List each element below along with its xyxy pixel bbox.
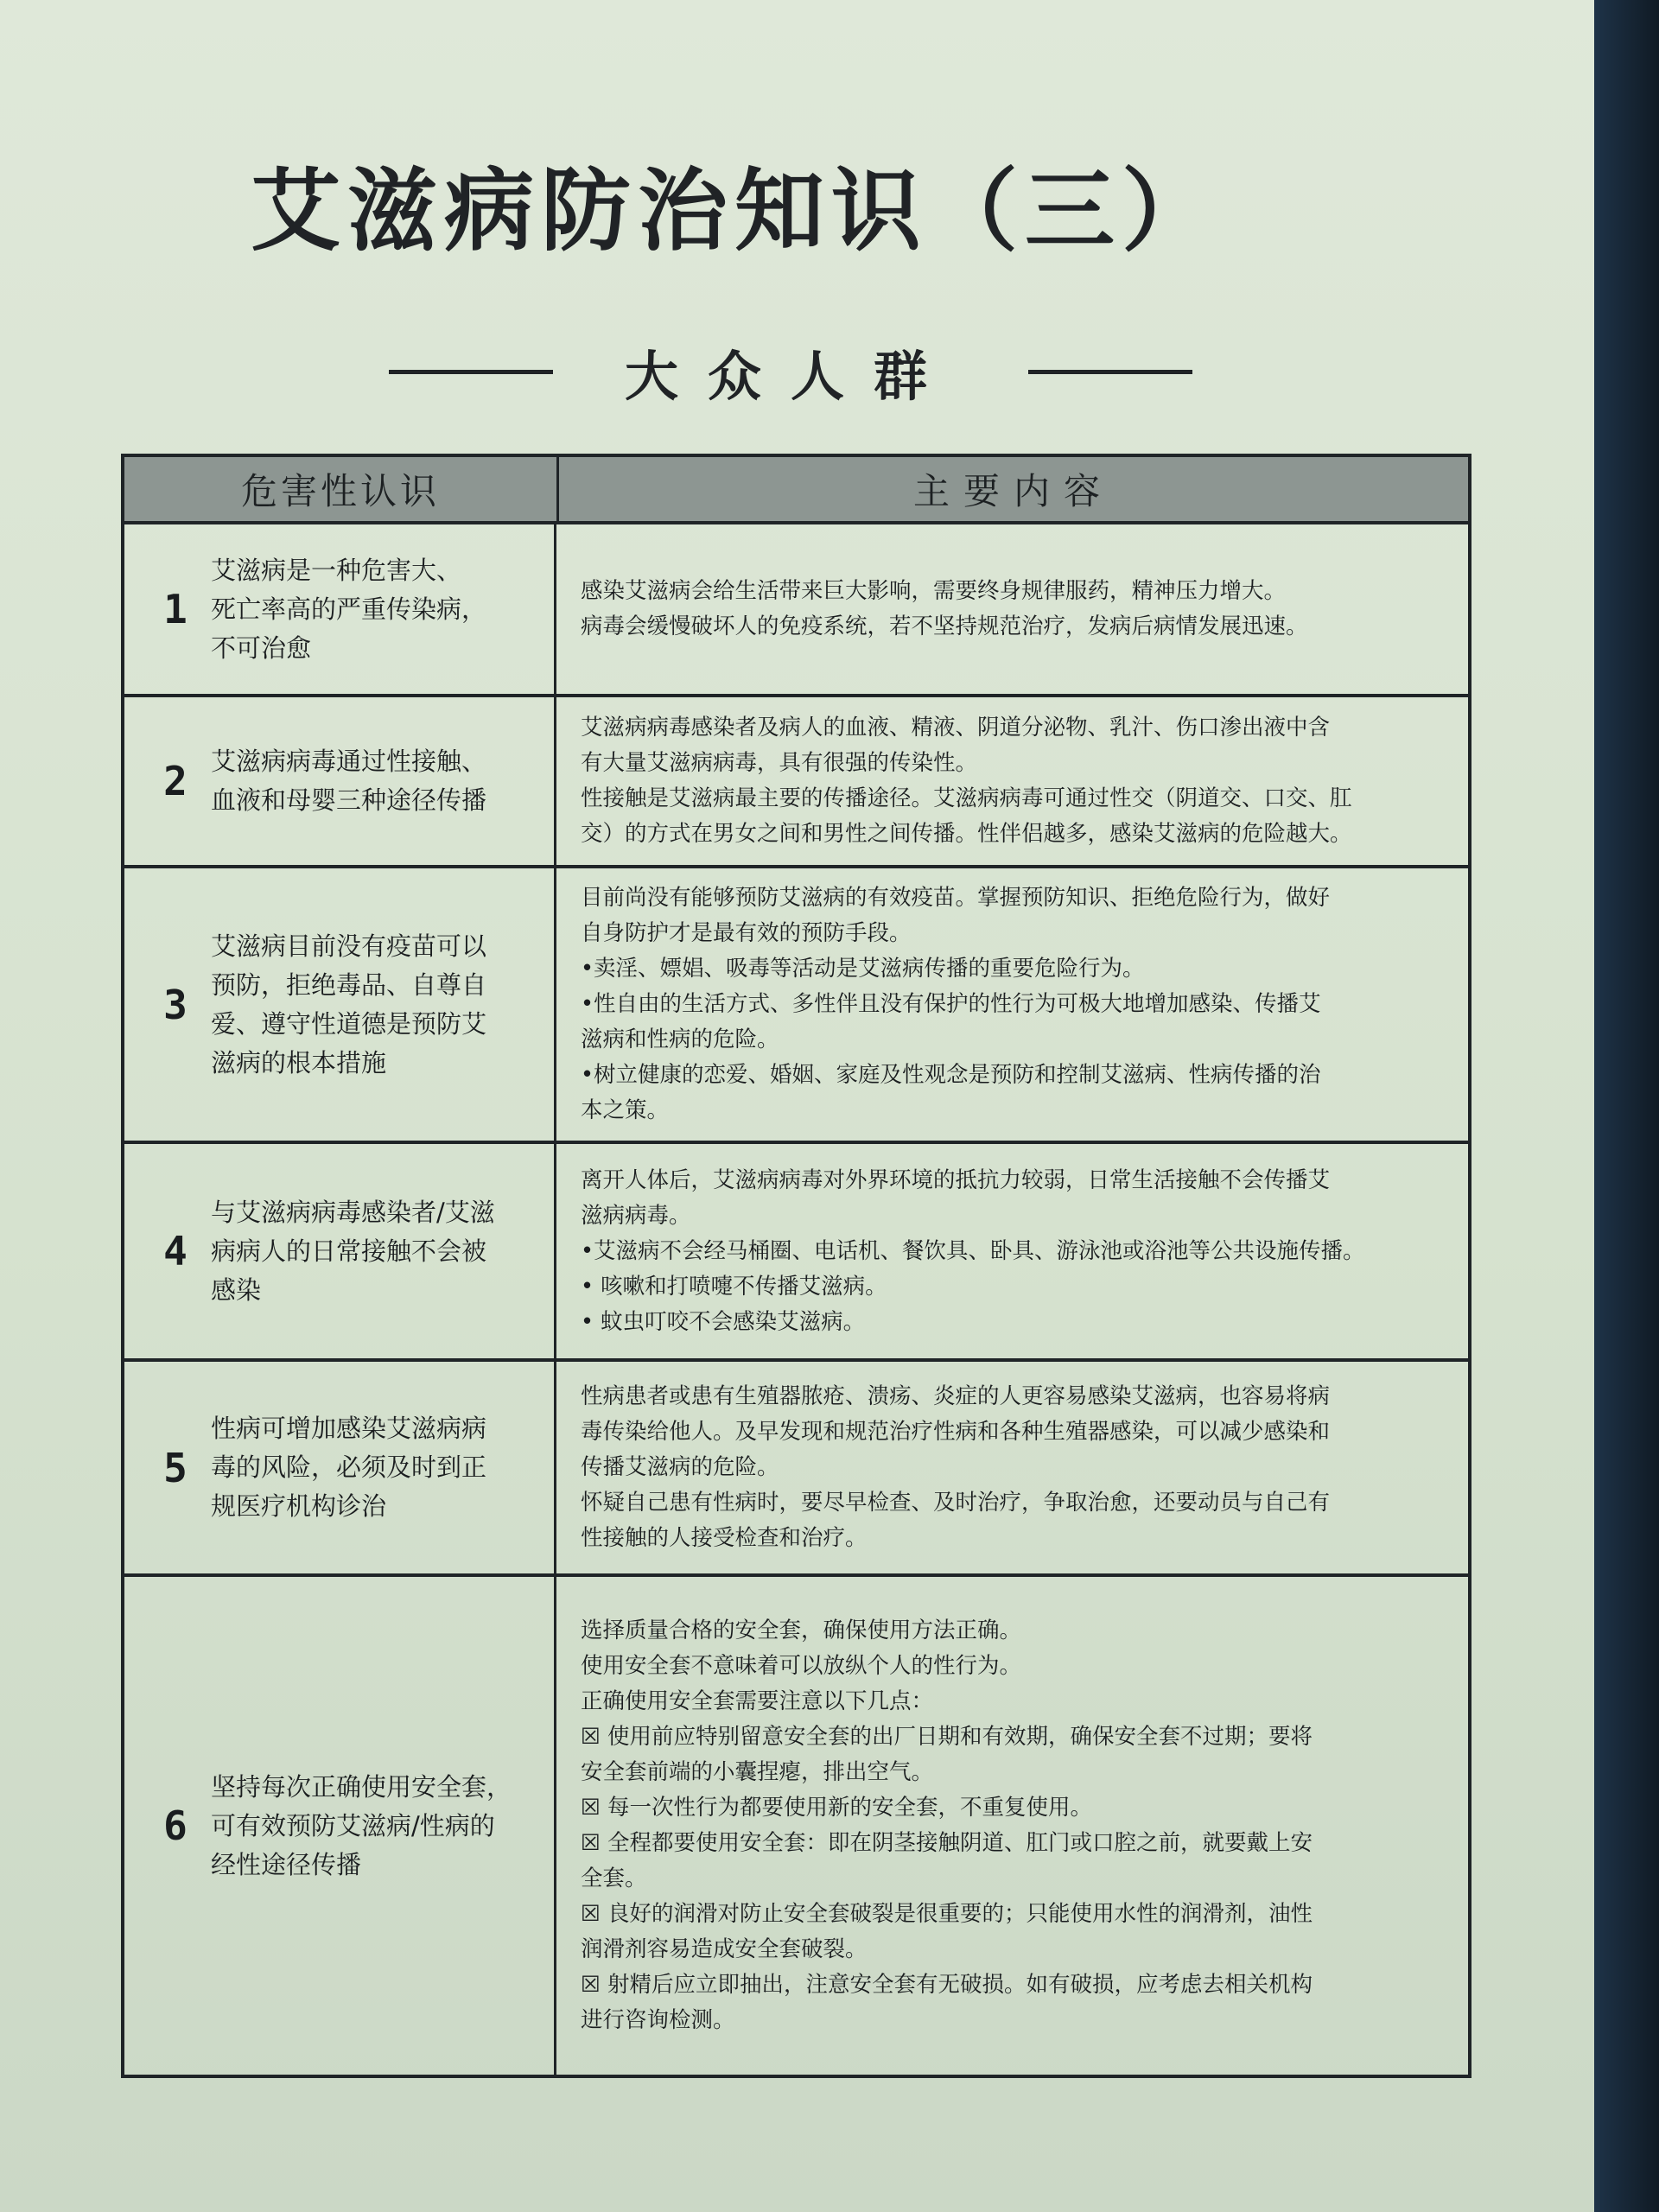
row-number: 4 — [163, 1228, 188, 1274]
row-content: 离开人体后，艾滋病病毒对外界环境的抵抗力较弱，日常生活接触不会传播艾 滋病病毒。 •艾滋病不会经马桶圈、电话机、餐饮具、卧具、游泳池或浴池等公共设施传播。 • 咳嗽和打喷嚏不传播艾滋病。 • 蚊虫叮咬不会感染艾滋病。 — [581, 1166, 1365, 1335]
table-row — [124, 1144, 1468, 1362]
row-category: 坚持每次正确使用安全套， 可有效预防艾滋病/性病的 经性途径传播 — [211, 1771, 512, 1879]
table-header — [124, 457, 1468, 524]
row-category-cell — [124, 868, 556, 1141]
row-content: 艾滋病病毒感染者及病人的血液、精液、阴道分泌物、乳汁、伤口渗出液中含 有大量艾滋病病毒，具有很强的传染性。 性接触是艾滋病最主要的传播途径。艾滋病病毒可通过性交（阴道交、口交、肛 交）的方式在男女之间和男性之间传播。性伴侣越多，感染艾滋病的危险越大。 — [581, 715, 1352, 847]
row-content: 目前尚没有能够预防艾滋病的有效疫苗。掌握预防知识、拒绝危险行为，做好 自身防护才是最有效的预防手段。 •卖淫、嫖娼、吸毒等活动是艾滋病传播的重要危险行为。 •性自由的生活方式、多性伴且没有保护的性行为可极大地增加感染、传播艾 滋病和性病的危险。 •树立健康的恋爱、婚姻、家庭及性观念是预防和控制艾滋病、性病传播的治 本之策。 — [581, 885, 1331, 1123]
header-main-content: 主要内容 — [912, 470, 1114, 512]
row-category: 艾滋病目前没有疫苗可以 预防，拒绝毒品、自尊自 爱、遵守性道德是预防艾 滋病的根本措施 — [211, 931, 487, 1077]
background-edge — [1594, 0, 1659, 2212]
row-number: 2 — [163, 758, 188, 804]
row-content: 感染艾滋病会给生活带来巨大影响，需要终身规律服药，精神压力增大。 病毒会缓慢破坏人的免疫系统，若不坚持规范治疗，发病后病情发展迅速。 — [581, 578, 1308, 639]
row-category: 艾滋病是一种危害大、 死亡率高的严重传染病， 不可治愈 — [211, 555, 487, 663]
table-row — [124, 1577, 1468, 2075]
table-row — [124, 524, 1468, 697]
table-row — [124, 697, 1468, 868]
row-category-cell — [124, 524, 556, 694]
row-number: 6 — [163, 1802, 188, 1849]
page-title: 艾滋病防治知识（三） — [251, 157, 1219, 264]
row-content: 选择质量合格的安全套，确保使用方法正确。 使用安全套不意味着可以放纵个人的性行为。 正确使用安全套需要注意以下几点： ☒ 使用前应特别留意安全套的出厂日期和有效期，确保安全套不过期；要将 安全套前端的小囊捏瘪，排出空气。 ☒ 每一次性行为都要使用新的安全套，不重复使用。 ☒ 全程都要使用安全套：即在阴茎接触阴道、肛门或口腔之前，就要戴上安 全套。 ☒ 良好的润滑对防止安全套破裂是很重要的；只能使用水性的润滑剂，油性 润滑剂容易造成安全套破裂。 ☒ 射精后应立即抽出，注意安全套有无破损。如有破损，应考虑去相关机构 进行咨询检测。 — [581, 1618, 1313, 2033]
row-category: 艾滋病病毒通过性接触、 血液和母婴三种途径传播 — [211, 747, 487, 815]
subtitle: 大众人群 — [624, 344, 957, 408]
subtitle-rule-right — [1028, 370, 1192, 374]
row-category-cell — [124, 1144, 556, 1358]
row-category: 性病可增加感染艾滋病病 毒的风险，必须及时到正 规医疗机构诊治 — [211, 1414, 487, 1521]
row-number: 5 — [163, 1444, 188, 1491]
row-number: 1 — [163, 586, 188, 632]
subtitle-row — [389, 333, 1192, 410]
knowledge-table — [121, 454, 1471, 2078]
row-category-cell — [124, 1362, 556, 1573]
row-category: 与艾滋病病毒感染者/艾滋 病病人的日常接触不会被 感染 — [211, 1197, 495, 1305]
table-row — [124, 868, 1468, 1144]
row-category-cell — [124, 1577, 556, 2075]
row-number: 3 — [163, 981, 188, 1028]
table-row — [124, 1362, 1468, 1577]
row-content: 性病患者或患有生殖器脓疮、溃疡、炎症的人更容易感染艾滋病，也容易将病 毒传染给他人。及早发现和规范治疗性病和各种生殖器感染，可以减少感染和 传播艾滋病的危险。 怀疑自己患有性病时，要尽早检查、及时治疗，争取治愈，还要动员与自己有 性接触的人接受检查和治疗。 — [581, 1383, 1331, 1551]
header-hazard-awareness: 危害性认识 — [124, 457, 559, 521]
row-category-cell — [124, 697, 556, 865]
subtitle-rule-left — [389, 370, 553, 374]
